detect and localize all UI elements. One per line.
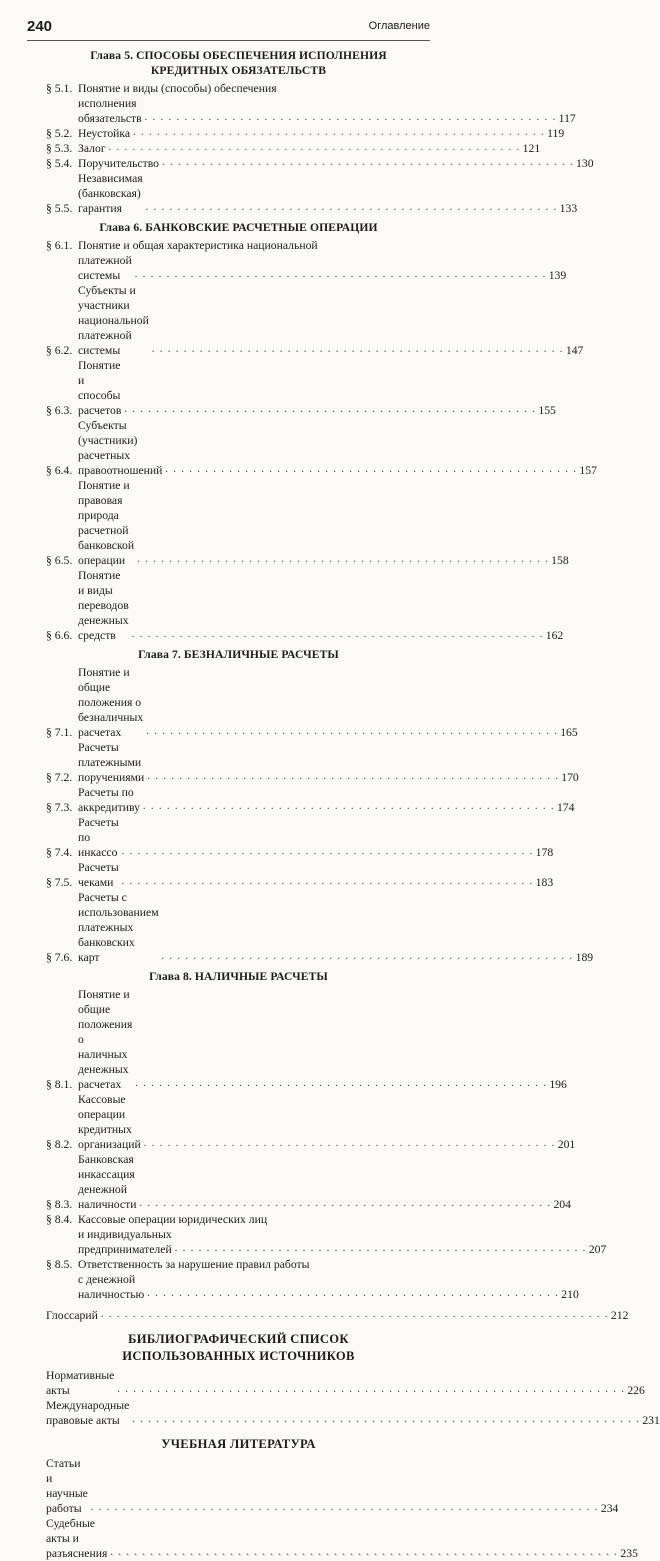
toc-entry[interactable] — [46, 665, 578, 740]
page-ref: 201 — [557, 1138, 576, 1151]
section-title: Кассовые операции юридических лиц — [78, 1213, 268, 1226]
section-number: § 7.5. — [46, 876, 73, 889]
section-title: Понятие и способы расчетов — [78, 359, 122, 417]
dot-leader: . . . . . . . . . . . . . . . . . . . . . . . . . . . . . . . . . . . . . . . . . . . . . . . . . . . . — [133, 127, 546, 138]
page-ref: 189 — [575, 951, 594, 964]
page-ref: 226 — [627, 1384, 645, 1397]
dot-leader: . . . . . . . . . . . . . . . . . . . . . . . . . . . . . . . . . . . . . . . . . . . . . . . . . . . . — [146, 726, 559, 737]
section-title: Нормативные акты — [46, 1369, 115, 1397]
toc-entry[interactable] — [46, 1456, 619, 1516]
page-ref: 139 — [548, 269, 567, 282]
page-ref: 130 — [576, 157, 594, 170]
section-number: § 5.2. — [46, 127, 73, 140]
section-number: § 5.4. — [46, 157, 73, 170]
toc-entry[interactable] — [46, 1368, 645, 1398]
dot-leader: . . . . . . . . . . . . . . . . . . . . . . . . . . . . . . . . . . . . . . . . . . . . . . . . . . . . . . . . . . . . . . . . — [117, 1384, 626, 1395]
chapter-title-line: КРЕДИТНЫХ ОБЯЗАТЕЛЬСТВ — [150, 64, 327, 77]
section-title: Кассовые операции кредитных организаций — [78, 1093, 141, 1151]
chapter-title-line: Глава 5. СПОСОБЫ ОБЕСПЕЧЕНИЯ ИСПОЛНЕНИЯ — [90, 49, 387, 62]
chapter-8 — [46, 969, 607, 1302]
dot-leader: . . . . . . . . . . . . . . . . . . . . . . . . . . . . . . . . . . . . . . . . . . . . . . . . . . . . — [145, 202, 558, 213]
section-number: § 7.4. — [46, 846, 73, 859]
running-title: Оглавление — [368, 20, 430, 32]
toc-entry[interactable] — [46, 1516, 638, 1561]
page-ref: 231 — [642, 1414, 660, 1427]
section-title: Понятие и общие положения о наличных денежных расчетах — [78, 988, 133, 1091]
section-title: Субъекты и участники национальной платежной системы — [78, 284, 149, 357]
page-ref: 170 — [561, 771, 579, 784]
page-ref: 165 — [560, 726, 578, 739]
literature-title: УЧЕБНАЯ ЛИТЕРАТУРА — [161, 1437, 316, 1451]
page-ref: 204 — [553, 1198, 571, 1211]
dot-leader: . . . . . . . . . . . . . . . . . . . . . . . . . . . . . . . . . . . . . . . . . . . . . . . . . . . . . . . . . . . . . . . . — [90, 1502, 599, 1513]
chapter-title — [46, 48, 431, 78]
toc-entry[interactable] — [46, 478, 569, 568]
toc-entry[interactable] — [46, 1212, 607, 1257]
bibliography-title-line: БИБЛИОГРАФИЧЕСКИЙ СПИСОК — [128, 1332, 349, 1346]
section-number: § 6.6. — [46, 629, 73, 642]
section-number: § 8.1. — [46, 1078, 73, 1091]
section-title: Понятие и виды (способы) обеспечения — [78, 82, 277, 95]
toc-entry[interactable] — [46, 1152, 571, 1212]
dot-leader: . . . . . . . . . . . . . . . . . . . . . . . . . . . . . . . . . . . . . . . . . . . . . . . . . . . . — [161, 951, 574, 962]
section-title: Расчеты платежными поручениями — [78, 741, 145, 784]
toc-entry[interactable] — [46, 815, 554, 860]
section-title: Залог — [78, 142, 106, 155]
dot-leader: . . . . . . . . . . . . . . . . . . . . . . . . . . . . . . . . . . . . . . . . . . . . . . . . . . . . . . . . . . . . . . . . — [110, 1547, 619, 1558]
toc-entry[interactable] — [46, 785, 575, 815]
dot-leader: . . . . . . . . . . . . . . . . . . . . . . . . . . . . . . . . . . . . . . . . . . . . . . . . . . . . — [147, 771, 560, 782]
section-number: § 7.3. — [46, 801, 73, 814]
section-number: § 8.2. — [46, 1138, 73, 1151]
page-ref: 183 — [535, 876, 554, 889]
page-ref: 234 — [600, 1502, 619, 1515]
section-number: § 6.4. — [46, 464, 73, 477]
dot-leader: . . . . . . . . . . . . . . . . . . . . . . . . . . . . . . . . . . . . . . . . . . . . . . . . . . . . — [151, 344, 564, 355]
dot-leader: . . . . . . . . . . . . . . . . . . . . . . . . . . . . . . . . . . . . . . . . . . . . . . . . . . . . — [134, 269, 547, 280]
dot-leader: . . . . . . . . . . . . . . . . . . . . . . . . . . . . . . . . . . . . . . . . . . . . . . . . . . . . — [137, 554, 550, 565]
dot-leader: . . . . . . . . . . . . . . . . . . . . . . . . . . . . . . . . . . . . . . . . . . . . . . . . . . . . — [121, 876, 534, 887]
page-ref: 235 — [620, 1547, 638, 1560]
page-ref: 158 — [551, 554, 569, 567]
section-title: Судебные акты и разъяснения — [46, 1517, 108, 1560]
toc-entry[interactable] — [46, 568, 564, 643]
table-of-contents — [46, 44, 660, 1561]
toc-entry[interactable] — [46, 740, 579, 785]
toc-entry[interactable] — [46, 156, 594, 171]
section-title: Банковская инкассация денежной наличности — [78, 1153, 137, 1211]
toc-entry[interactable] — [46, 1257, 579, 1302]
section-title: Неустойка — [78, 127, 131, 140]
page-ref: 117 — [558, 112, 576, 125]
section-title: Международные правовые акты — [46, 1399, 130, 1427]
section-title: Статьи и научные работы — [46, 1457, 88, 1515]
dot-leader: . . . . . . . . . . . . . . . . . . . . . . . . . . . . . . . . . . . . . . . . . . . . . . . . . . . . — [135, 1078, 548, 1089]
section-number: § 5.1. — [46, 82, 73, 95]
page-ref: 178 — [535, 846, 554, 859]
toc-entry[interactable] — [46, 141, 541, 156]
page-ref: 207 — [588, 1243, 607, 1256]
section-title: Независимая (банковская) гарантия — [78, 172, 143, 215]
toc-entry[interactable] — [46, 987, 567, 1092]
section-number: § 7.1. — [46, 726, 73, 739]
section-number: § 8.3. — [46, 1198, 73, 1211]
toc-entry[interactable] — [46, 283, 584, 358]
dot-leader: . . . . . . . . . . . . . . . . . . . . . . . . . . . . . . . . . . . . . . . . . . . . . . . . . . . . — [139, 1198, 552, 1209]
section-number: § 5.3. — [46, 142, 73, 155]
page-ref: 157 — [579, 464, 597, 477]
section-title-cont: исполнения обязательств — [78, 97, 142, 125]
page-ref: 174 — [556, 801, 575, 814]
page-header — [27, 16, 430, 41]
section-number: § 6.2. — [46, 344, 73, 357]
section-title: Ответственность за нарушение правил работы — [78, 1258, 310, 1271]
page-ref: 210 — [561, 1288, 579, 1301]
section-title-cont: платежной системы — [78, 254, 132, 282]
dot-leader: . . . . . . . . . . . . . . . . . . . . . . . . . . . . . . . . . . . . . . . . . . . . . . . . . . . . — [121, 846, 534, 857]
bibliography-title-line: ИСПОЛЬЗОВАННЫХ ИСТОЧНИКОВ — [122, 1349, 355, 1363]
chapter-title: Глава 7. БЕЗНАЛИЧНЫЕ РАСЧЕТЫ — [138, 648, 339, 661]
page-ref: 133 — [559, 202, 578, 215]
toc-entry[interactable] — [46, 418, 597, 478]
page-ref: 162 — [545, 629, 564, 642]
dot-leader: . . . . . . . . . . . . . . . . . . . . . . . . . . . . . . . . . . . . . . . . . . . . . . . . . . . . — [124, 404, 537, 415]
dot-leader: . . . . . . . . . . . . . . . . . . . . . . . . . . . . . . . . . . . . . . . . . . . . . . . . . . . . — [165, 464, 578, 475]
section-title: Понятие и общая характеристика национальной — [78, 239, 318, 252]
toc-entry[interactable] — [46, 171, 578, 216]
dot-leader: . . . . . . . . . . . . . . . . . . . . . . . . . . . . . . . . . . . . . . . . . . . . . . . . . . . . — [143, 1138, 556, 1149]
page-ref: 147 — [565, 344, 584, 357]
chapter-title: Глава 6. БАНКОВСКИЕ РАСЧЕТНЫЕ ОПЕРАЦИИ — [99, 221, 378, 234]
dot-leader: . . . . . . . . . . . . . . . . . . . . . . . . . . . . . . . . . . . . . . . . . . . . . . . . . . . . . . . . . . . . . . . . — [100, 1309, 609, 1320]
section-title: Расчеты по инкассо — [78, 816, 119, 859]
section-number: § 5.5. — [46, 202, 73, 215]
chapter-6 — [46, 220, 597, 643]
section-number: § 7.2. — [46, 771, 73, 784]
toc-entry[interactable] — [46, 1398, 660, 1428]
section-title: Поручительство — [78, 157, 159, 170]
section-number: § 8.4. — [46, 1213, 73, 1226]
glossary-title: Глоссарий — [46, 1309, 98, 1322]
bibliography-title — [46, 1331, 431, 1365]
toc-entry[interactable] — [46, 358, 556, 418]
page-ref: 196 — [549, 1078, 567, 1091]
chapter-7 — [46, 647, 594, 965]
page-ref: 155 — [538, 404, 556, 417]
page-ref: 121 — [522, 142, 541, 155]
toc-entry[interactable] — [46, 238, 567, 283]
dot-leader: . . . . . . . . . . . . . . . . . . . . . . . . . . . . . . . . . . . . . . . . . . . . . . . . . . . . — [108, 142, 521, 153]
toc-entry[interactable] — [46, 860, 554, 890]
chapter-title: Глава 8. НАЛИЧНЫЕ РАСЧЕТЫ — [149, 970, 328, 983]
section-title: Расчеты по аккредитиву — [78, 786, 140, 814]
section-number: § 6.1. — [46, 239, 73, 252]
chapter-5 — [46, 48, 594, 216]
dot-leader: . . . . . . . . . . . . . . . . . . . . . . . . . . . . . . . . . . . . . . . . . . . . . . . . . . . . — [162, 157, 574, 168]
toc-entry[interactable] — [46, 126, 565, 141]
glossary-entry[interactable] — [46, 1308, 629, 1323]
page-ref: 119 — [547, 127, 565, 140]
section-number: § 8.5. — [46, 1258, 73, 1271]
dot-leader: . . . . . . . . . . . . . . . . . . . . . . . . . . . . . . . . . . . . . . . . . . . . . . . . . . . . . . . . . . . . . . . . — [132, 1414, 641, 1425]
page-number: 240 — [27, 18, 53, 35]
section-title: Субъекты (участники) расчетных правоотношений — [78, 419, 163, 477]
toc-entry[interactable] — [46, 890, 594, 965]
section-number: § 6.3. — [46, 404, 73, 417]
section-title-cont: и индивидуальных предпринимателей — [78, 1228, 172, 1256]
section-number: § 6.5. — [46, 554, 73, 567]
dot-leader: . . . . . . . . . . . . . . . . . . . . . . . . . . . . . . . . . . . . . . . . . . . . . . . . . . . . — [131, 629, 544, 640]
section-title: Понятие и виды переводов денежных средств — [78, 569, 129, 642]
dot-leader: . . . . . . . . . . . . . . . . . . . . . . . . . . . . . . . . . . . . . . . . . . . . . . . . . . . . — [142, 801, 555, 812]
section-title: Понятие и общие положения о безналичных расчетах — [78, 666, 144, 739]
dot-leader: . . . . . . . . . . . . . . . . . . . . . . . . . . . . . . . . . . . . . . . . . . . . . . . . . . . . — [144, 112, 557, 123]
section-number: § 7.6. — [46, 951, 73, 964]
section-title: Расчеты с использованием платежных банковских карт — [78, 891, 159, 964]
dot-leader: . . . . . . . . . . . . . . . . . . . . . . . . . . . . . . . . . . . . . . . . . . . . . . . . . . . . — [174, 1243, 587, 1254]
toc-entry[interactable] — [46, 1092, 576, 1152]
section-title: Понятие и правовая природа расчетной банковской операции — [78, 479, 135, 567]
page-ref: 212 — [610, 1309, 629, 1322]
dot-leader: . . . . . . . . . . . . . . . . . . . . . . . . . . . . . . . . . . . . . . . . . . . . . . . . . . . . — [147, 1288, 560, 1299]
toc-entry[interactable] — [46, 81, 576, 126]
section-title: Расчеты чеками — [78, 861, 119, 889]
section-title-cont: с денежной наличностью — [78, 1273, 145, 1301]
